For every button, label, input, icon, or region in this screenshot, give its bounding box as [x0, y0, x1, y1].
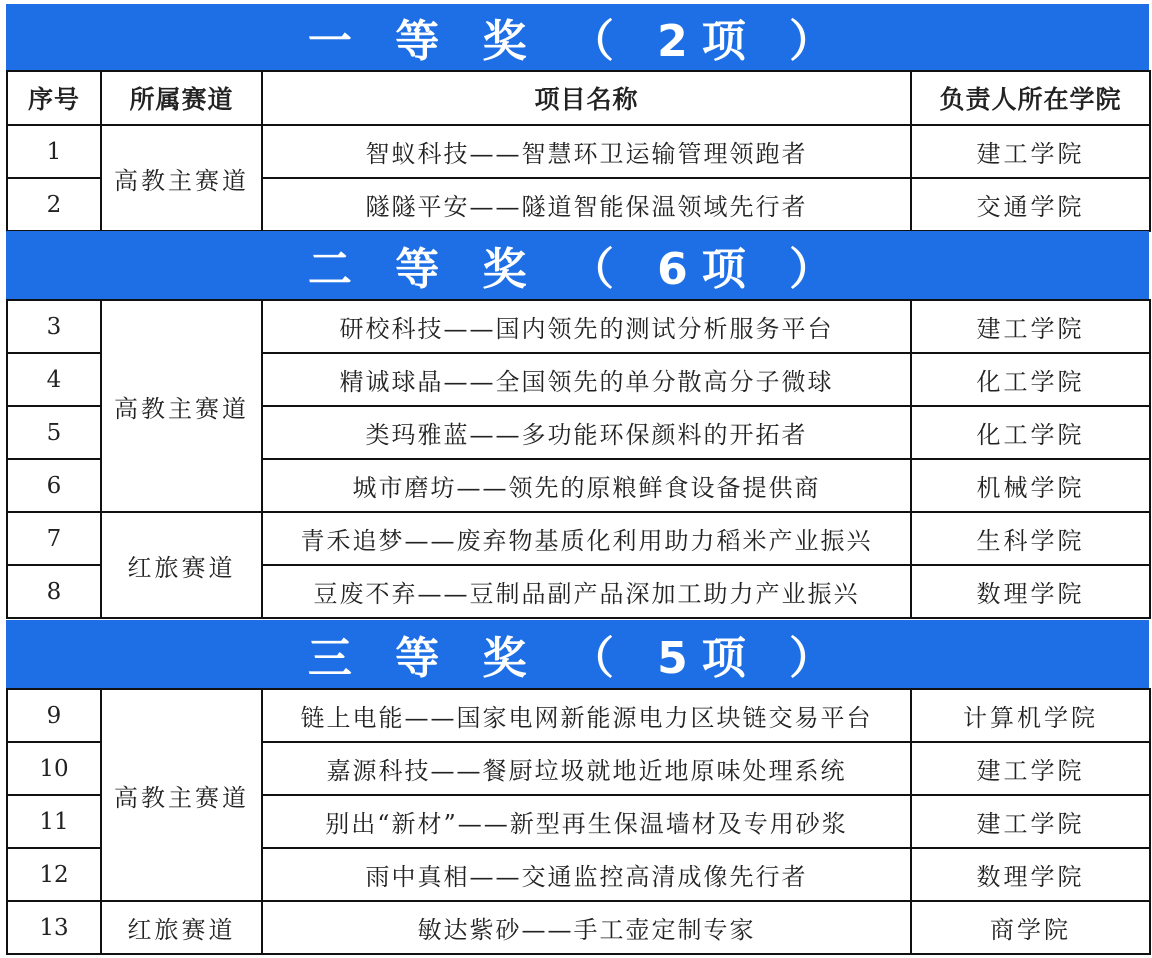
row-college: 生科学院	[911, 512, 1150, 565]
row-project: 青禾追梦——废弃物基质化利用助力稻米产业振兴	[262, 512, 911, 565]
row-college: 建工学院	[911, 795, 1150, 848]
track-cell: 高教主赛道	[101, 125, 262, 231]
table-row	[7, 300, 1150, 353]
row-college: 机械学院	[911, 459, 1150, 512]
row-seq: 7	[7, 512, 101, 565]
header-track: 所属赛道	[101, 71, 262, 125]
row-college: 数理学院	[911, 848, 1150, 901]
table-row	[7, 901, 1150, 954]
row-project: 别出“新材”——新型再生保温墙材及专用砂浆	[262, 795, 911, 848]
row-seq: 10	[7, 742, 101, 795]
row-project: 隧隧平安——隧道智能保温领域先行者	[262, 178, 911, 231]
table-row	[7, 125, 1150, 178]
row-project: 研校科技——国内领先的测试分析服务平台	[262, 300, 911, 353]
section-banner-third-prize: 三 等 奖 （ 5项 ）	[6, 620, 1149, 688]
row-project: 嘉源科技——餐厨垃圾就地近地原味处理系统	[262, 742, 911, 795]
row-college: 建工学院	[911, 300, 1150, 353]
row-college: 商学院	[911, 901, 1150, 954]
row-project: 链上电能——国家电网新能源电力区块链交易平台	[262, 689, 911, 742]
row-project: 精诚球晶——全国领先的单分散高分子微球	[262, 353, 911, 406]
track-cell: 高教主赛道	[101, 689, 262, 901]
header-row	[7, 71, 1150, 125]
row-project: 敏达紫砂——手工壶定制专家	[262, 901, 911, 954]
track-cell: 红旅赛道	[101, 512, 262, 618]
table-row	[7, 689, 1150, 742]
row-college: 化工学院	[911, 353, 1150, 406]
row-project: 豆废不弃——豆制品副产品深加工助力产业振兴	[262, 565, 911, 618]
track-cell: 红旅赛道	[101, 901, 262, 954]
row-seq: 1	[7, 125, 101, 178]
row-project: 雨中真相——交通监控高清成像先行者	[262, 848, 911, 901]
row-seq: 3	[7, 300, 101, 353]
row-project: 类玛雅蓝——多功能环保颜料的开拓者	[262, 406, 911, 459]
header-college: 负责人所在学院	[911, 71, 1150, 125]
table-first-prize	[6, 70, 1151, 232]
row-project: 城市磨坊——领先的原粮鲜食设备提供商	[262, 459, 911, 512]
track-cell: 高教主赛道	[101, 300, 262, 512]
header-seq: 序号	[7, 71, 101, 125]
row-seq: 9	[7, 689, 101, 742]
section-banner-first-prize: 一 等 奖 （ 2项 ）	[6, 4, 1149, 70]
row-seq: 2	[7, 178, 101, 231]
row-seq: 13	[7, 901, 101, 954]
section-banner-second-prize: 二 等 奖 （ 6项 ）	[6, 231, 1149, 299]
row-seq: 6	[7, 459, 101, 512]
row-seq: 4	[7, 353, 101, 406]
row-college: 计算机学院	[911, 689, 1150, 742]
row-seq: 5	[7, 406, 101, 459]
table-row	[7, 512, 1150, 565]
row-college: 交通学院	[911, 178, 1150, 231]
row-college: 建工学院	[911, 742, 1150, 795]
row-seq: 11	[7, 795, 101, 848]
row-seq: 8	[7, 565, 101, 618]
table-third-prize	[6, 688, 1151, 955]
row-seq: 12	[7, 848, 101, 901]
row-college: 数理学院	[911, 565, 1150, 618]
row-college: 化工学院	[911, 406, 1150, 459]
row-project: 智蚁科技——智慧环卫运输管理领跑者	[262, 125, 911, 178]
table-second-prize	[6, 299, 1151, 619]
header-project: 项目名称	[262, 71, 911, 125]
row-college: 建工学院	[911, 125, 1150, 178]
